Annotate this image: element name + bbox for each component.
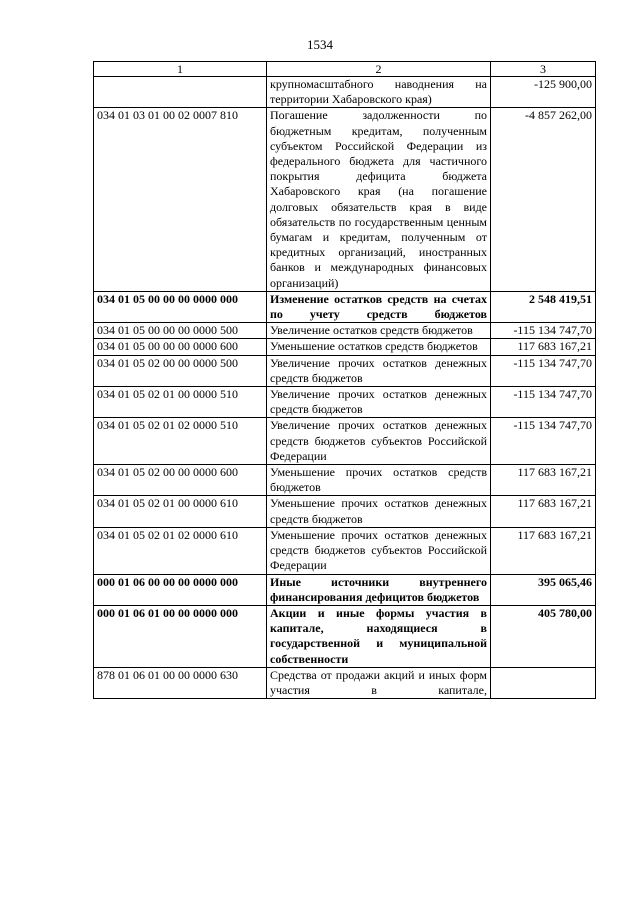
row-amount: -115 134 747,70 [491, 387, 596, 418]
column-header-1: 1 [94, 62, 267, 77]
page-number: 1534 [307, 37, 333, 52]
table-row [94, 667, 596, 698]
table-row [94, 291, 596, 322]
row-amount: -115 134 747,70 [491, 323, 596, 339]
table-row [94, 108, 596, 291]
row-description: Изменение остатков средств на счетах по учету средств бюджетов [267, 291, 491, 322]
budget-code: 034 01 05 02 01 00 0000 510 [94, 387, 267, 418]
table-row [94, 387, 596, 418]
row-amount: 117 683 167,21 [491, 496, 596, 527]
row-amount: -125 900,00 [491, 77, 596, 108]
table-row [94, 605, 596, 667]
row-amount: -115 134 747,70 [491, 418, 596, 465]
row-amount: 395 065,46 [491, 574, 596, 605]
row-description: Уменьшение прочих остатков денежных средств бюджетов [267, 496, 491, 527]
row-description: крупномасштабного наводнения на территории Хабаровского края) [267, 77, 491, 108]
column-header-3: 3 [491, 62, 596, 77]
budget-code: 034 01 05 02 01 02 0000 510 [94, 418, 267, 465]
row-amount: -115 134 747,70 [491, 355, 596, 386]
table-row [94, 323, 596, 339]
row-description: Средства от продажи акций и иных форм участия в капитале, [267, 667, 491, 698]
row-amount: 117 683 167,21 [491, 527, 596, 574]
budget-code: 034 01 05 02 01 02 0000 610 [94, 527, 267, 574]
budget-code: 000 01 06 00 00 00 0000 000 [94, 574, 267, 605]
budget-code: 034 01 05 02 00 00 0000 600 [94, 465, 267, 496]
table-row [94, 465, 596, 496]
row-amount: 117 683 167,21 [491, 465, 596, 496]
row-description: Увеличение остатков средств бюджетов [267, 323, 491, 339]
row-description: Увеличение прочих остатков денежных средств бюджетов субъектов Российской Федерации [267, 418, 491, 465]
table-row [94, 496, 596, 527]
column-header-2: 2 [267, 62, 491, 77]
budget-code: 034 01 05 00 00 00 0000 500 [94, 323, 267, 339]
row-description: Иные источники внутреннего финансирования дефицитов бюджетов [267, 574, 491, 605]
table-row [94, 339, 596, 355]
table-row [94, 355, 596, 386]
table-row [94, 418, 596, 465]
budget-sources-table [93, 61, 596, 699]
row-description: Увеличение прочих остатков денежных средств бюджетов [267, 355, 491, 386]
row-description: Акции и иные формы участия в капитале, находящиеся в государственной и муниципальной собственности [267, 605, 491, 667]
row-description: Увеличение прочих остатков денежных средств бюджетов [267, 387, 491, 418]
budget-code: 034 01 05 00 00 00 0000 600 [94, 339, 267, 355]
budget-code: 000 01 06 01 00 00 0000 000 [94, 605, 267, 667]
table-row [94, 527, 596, 574]
row-description: Уменьшение прочих остатков денежных средств бюджетов субъектов Российской Федерации [267, 527, 491, 574]
row-amount: -4 857 262,00 [491, 108, 596, 291]
row-description: Уменьшение прочих остатков средств бюджетов [267, 465, 491, 496]
budget-code: 034 01 05 02 00 00 0000 500 [94, 355, 267, 386]
budget-code: 878 01 06 01 00 00 0000 630 [94, 667, 267, 698]
table-row [94, 574, 596, 605]
budget-code: 034 01 05 02 01 00 0000 610 [94, 496, 267, 527]
budget-code [94, 77, 267, 108]
row-amount: 117 683 167,21 [491, 339, 596, 355]
budget-code: 034 01 05 00 00 00 0000 000 [94, 291, 267, 322]
row-amount: 405 780,00 [491, 605, 596, 667]
row-amount [491, 667, 596, 698]
row-description: Уменьшение остатков средств бюджетов [267, 339, 491, 355]
table-row [94, 77, 596, 108]
row-description: Погашение задолженности по бюджетным кредитам, полученным субъектом Российской Федерации из федерального бюджета для частичного покрытия дефицита бюджета Хабаровского края (на погашение долговых обязательств края в виде обязательств по государственным ценным бумагам и кредитам, полученным от кредитных организаций, иностранных банков и международных финансовых организаций) [267, 108, 491, 291]
budget-code: 034 01 03 01 00 02 0007 810 [94, 108, 267, 291]
table-header-row [94, 62, 596, 77]
row-amount: 2 548 419,51 [491, 291, 596, 322]
